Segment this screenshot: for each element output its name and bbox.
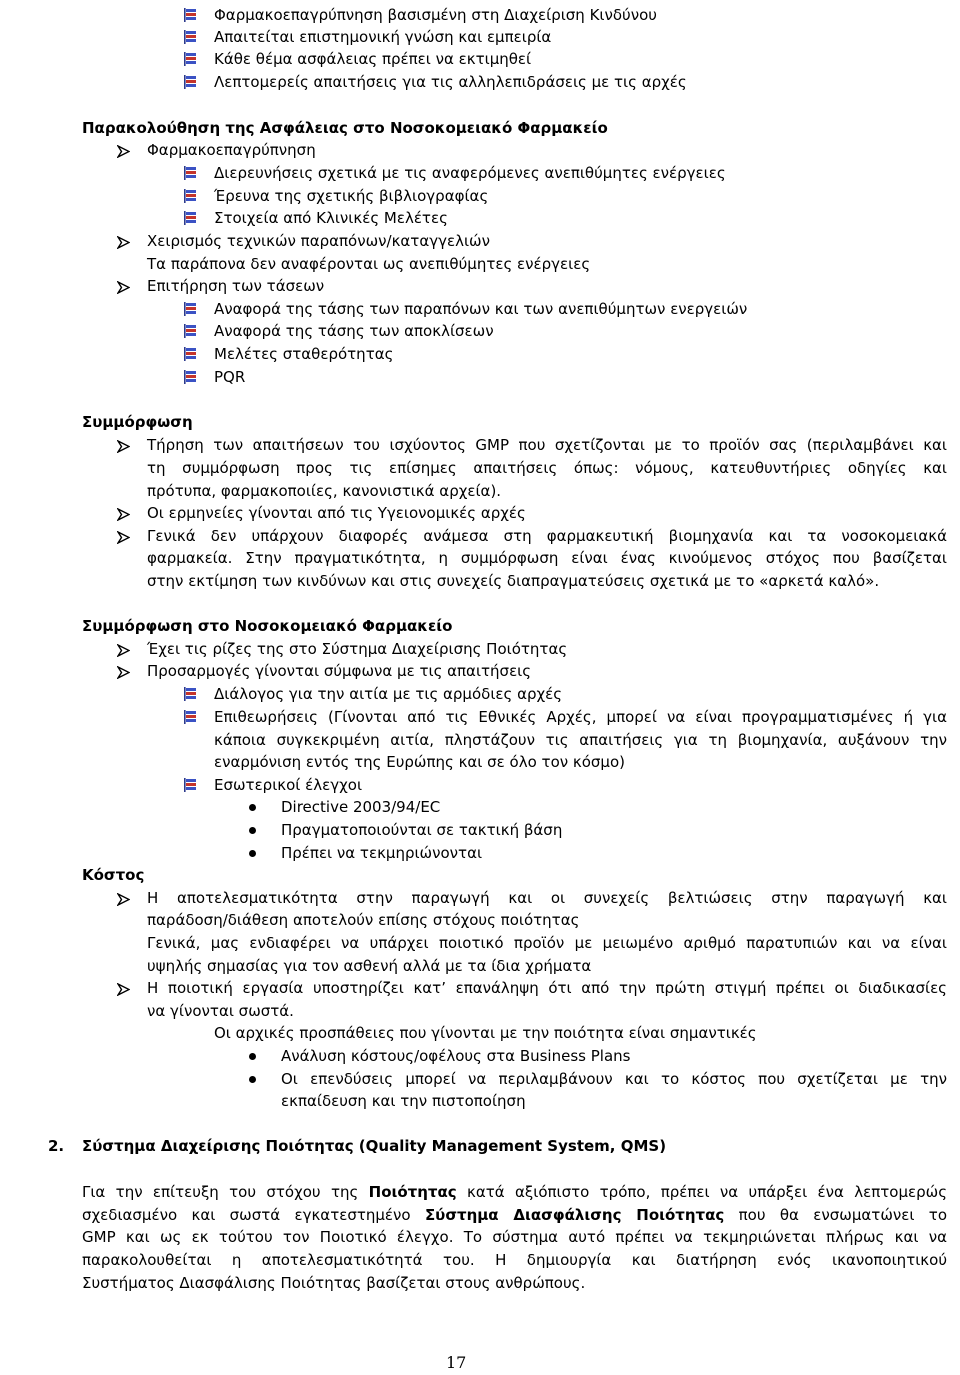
section-heading: Κόστος bbox=[82, 866, 145, 884]
bullet-dot-icon bbox=[249, 1053, 256, 1060]
paragraph-line: GMP και ως εκ τούτου τον Ποιοτικό έλεγχο. Το σύστημα αυτό πρέπει να τεκμηριώνεται πλήρως και να bbox=[82, 1228, 947, 1246]
list-item: Διάλογος για την αιτία με τις αρμόδιες αρχές bbox=[214, 685, 563, 703]
flag-bullet-icon bbox=[183, 687, 197, 701]
text-run: Για την επίτευξη του στόχου της bbox=[82, 1183, 369, 1201]
paragraph-line: τη συμμόρφωση προς τις επίσημες απαιτήσεις όπως: νόμους, κατευθυντήριες οδηγίες και bbox=[147, 459, 947, 477]
list-item: Πρέπει να τεκμηριώνονται bbox=[281, 844, 483, 862]
section-number: 2. bbox=[48, 1137, 65, 1155]
arrow-bullet-icon bbox=[117, 236, 130, 249]
paragraph-line: υψηλής σημασίας για τον ασθενή αλλά με τα ίδια χρήματα bbox=[147, 957, 592, 975]
paragraph-line bbox=[82, 1204, 947, 1227]
bullet-dot-icon bbox=[249, 827, 256, 834]
section-heading: Συμμόρφωση στο Νοσοκομειακό Φαρμακείο bbox=[82, 617, 453, 635]
flag-bullet-icon bbox=[183, 189, 197, 203]
paragraph-line: παράδοση/διάθεση αποτελούν επίσης στόχους ποιότητας bbox=[147, 911, 580, 929]
flag-bullet-icon bbox=[183, 52, 197, 66]
list-item: Στοιχεία από Κλινικές Μελέτες bbox=[214, 209, 448, 227]
list-item: Μελέτες σταθερότητας bbox=[214, 345, 394, 363]
list-item: Αναφορά της τάσης των παραπόνων και των ανεπιθύμητων ενεργειών bbox=[214, 300, 748, 318]
text-run: κατά αξιόπιστο τρόπο, πρέπει να υπάρξει ένα λεπτομερώς bbox=[456, 1183, 947, 1201]
paragraph-line: Η αποτελεσματικότητα στην παραγωγή και οι συνεχείς βελτιώσεις στην παραγωγή και bbox=[147, 889, 947, 907]
list-item: Αναφορά της τάσης των αποκλίσεων bbox=[214, 322, 494, 340]
paragraph-line: Επιθεωρήσεις (Γίνονται από τις Εθνικές Αρχές, μπορεί να είναι προγραμματισμένες ή για bbox=[214, 708, 947, 726]
list-item: Διερευνήσεις σχετικά με τις αναφερόμενες ανεπιθύμητες ενέργειες bbox=[214, 164, 726, 182]
paragraph-line: Η ποιοτική εργασία υποστηρίζει κατ’ επανάληψη ότι από την πρώτη στιγμή πρέπει οι διαδικασίες bbox=[147, 979, 947, 997]
flag-bullet-icon bbox=[183, 8, 197, 22]
list-item: Οι αρχικές προσπάθειες που γίνονται με την ποιότητα είναι σημαντικές bbox=[214, 1024, 757, 1042]
list-item: Απαιτείται επιστημονική γνώση και εμπειρία bbox=[214, 28, 552, 46]
list-item: Directive 2003/94/EC bbox=[281, 798, 441, 816]
paragraph-line: πρότυπα, φαρμακοποιίες, κανονιστικά αρχεία). bbox=[147, 482, 502, 500]
arrow-bullet-icon bbox=[117, 893, 130, 906]
list-item: Λεπτομερείς απαιτήσεις για τις αλληλεπιδράσεις με τις αρχές bbox=[214, 73, 687, 91]
arrow-bullet-icon bbox=[117, 281, 130, 294]
flag-bullet-icon bbox=[183, 370, 197, 384]
paragraph-line: Γενικά, μας ενδιαφέρει να υπάρχει ποιοτικό προϊόν με μειωμένο αριθμό παρατυπιών και να είναι bbox=[147, 934, 947, 952]
list-item: Φαρμακοεπαγρύπνηση bbox=[147, 141, 316, 159]
flag-bullet-icon bbox=[183, 778, 197, 792]
arrow-bullet-icon bbox=[117, 145, 130, 158]
bullet-dot-icon bbox=[249, 1076, 256, 1083]
list-item: Οι ερμηνείες γίνονται από τις Υγειονομικές αρχές bbox=[147, 504, 526, 522]
paragraph-line: στην εκτίμηση των κινδύνων και στις συνεχείς διαπραγματεύσεις σχετικά με το «αρκετά καλό». bbox=[147, 572, 880, 590]
paragraph-line: φαρμακεία. Στην πραγματικότητα, η συμμόρφωση είναι ένας κινούμενος στόχος που βασίζεται bbox=[147, 549, 947, 567]
list-item: PQR bbox=[214, 368, 246, 386]
list-item: Επιτήρηση των τάσεων bbox=[147, 277, 325, 295]
flag-bullet-icon bbox=[183, 211, 197, 225]
bold-text: Σύστημα Διασφάλισης Ποιότητας bbox=[424, 1206, 725, 1224]
flag-bullet-icon bbox=[183, 75, 197, 89]
text-run: που θα ενσωματώνει το bbox=[724, 1206, 947, 1224]
flag-bullet-icon bbox=[183, 710, 197, 724]
bold-text: Ποιότητας bbox=[368, 1183, 457, 1201]
paragraph-line: Συστήματος Διασφάλισης Ποιότητας βασίζεται στους ανθρώπους. bbox=[82, 1274, 586, 1292]
section-heading: Συμμόρφωση bbox=[82, 413, 193, 431]
list-note: Τα παράπονα δεν αναφέρονται ως ανεπιθύμητες ενέργειες bbox=[147, 255, 591, 273]
arrow-bullet-icon bbox=[117, 531, 130, 544]
flag-bullet-icon bbox=[183, 302, 197, 316]
list-item: Φαρμακοεπαγρύπνηση βασισμένη στη Διαχείριση Κινδύνου bbox=[214, 6, 657, 24]
list-item: Χειρισμός τεχνικών παραπόνων/καταγγελιών bbox=[147, 232, 490, 250]
paragraph-line: Οι επενδύσεις μπορεί να περιλαμβάνουν και το κόστος που σχετίζεται με την bbox=[281, 1070, 947, 1088]
list-item: Προσαρμογές γίνονται σύμφωνα με τις απαιτήσεις bbox=[147, 662, 532, 680]
flag-bullet-icon bbox=[183, 30, 197, 44]
paragraph-line: παρακολουθείται η αποτελεσματικότητά του. Η δημιουργία και διατήρηση ενός ικανοποιητικού bbox=[82, 1251, 947, 1269]
flag-bullet-icon bbox=[183, 347, 197, 361]
list-item: Ανάλυση κόστους/οφέλους στα Business Plans bbox=[281, 1047, 631, 1065]
paragraph-line: Τήρηση των απαιτήσεων του ισχύοντος GMP που σχετίζονται με το προϊόν σας (περιλαμβάνει και bbox=[147, 436, 947, 454]
bullet-dot-icon bbox=[249, 850, 256, 857]
flag-bullet-icon bbox=[183, 324, 197, 338]
paragraph-line: κάποια συγκεκριμένη αιτία, πληστάζουν τις απαιτήσεις για τη βιομηχανία, αυξάνουν την bbox=[214, 731, 947, 749]
arrow-bullet-icon bbox=[117, 440, 130, 453]
arrow-bullet-icon bbox=[117, 983, 130, 996]
list-item: Έχει τις ρίζες της στο Σύστημα Διαχείρισης Ποιότητας bbox=[147, 640, 568, 658]
flag-bullet-icon bbox=[183, 166, 197, 180]
paragraph-line: εκπαίδευση και την πιστοποίηση bbox=[281, 1092, 526, 1110]
bullet-dot-icon bbox=[249, 804, 256, 811]
page-number: 17 bbox=[446, 1353, 467, 1372]
list-item: Κάθε θέμα ασφάλειας πρέπει να εκτιμηθεί bbox=[214, 50, 532, 68]
arrow-bullet-icon bbox=[117, 644, 130, 657]
section-heading: Παρακολούθηση της Ασφάλειας στο Νοσοκομειακό Φαρμακείο bbox=[82, 119, 608, 137]
arrow-bullet-icon bbox=[117, 508, 130, 521]
list-item: Έρευνα της σχετικής βιβλιογραφίας bbox=[214, 187, 489, 205]
list-item: Πραγματοποιούνται σε τακτική βάση bbox=[281, 821, 563, 839]
text-run: σχεδιασμένο και σωστά εγκατεστημένο bbox=[82, 1206, 425, 1224]
list-item: Εσωτερικοί έλεγχοι bbox=[214, 776, 363, 794]
paragraph-line: Γενικά δεν υπάρχουν διαφορές ανάμεσα στη φαρμακευτική βιομηχανία και τα νοσοκομειακά bbox=[147, 527, 947, 545]
paragraph-line: να γίνονται σωστά. bbox=[147, 1002, 294, 1020]
section-title: Σύστημα Διαχείρισης Ποιότητας (Quality Management System, QMS) bbox=[82, 1137, 667, 1155]
paragraph-line: εναρμόνιση εντός της Ευρώπης και σε όλο τον κόσμο) bbox=[214, 753, 625, 771]
arrow-bullet-icon bbox=[117, 666, 130, 679]
paragraph-line bbox=[82, 1181, 947, 1204]
